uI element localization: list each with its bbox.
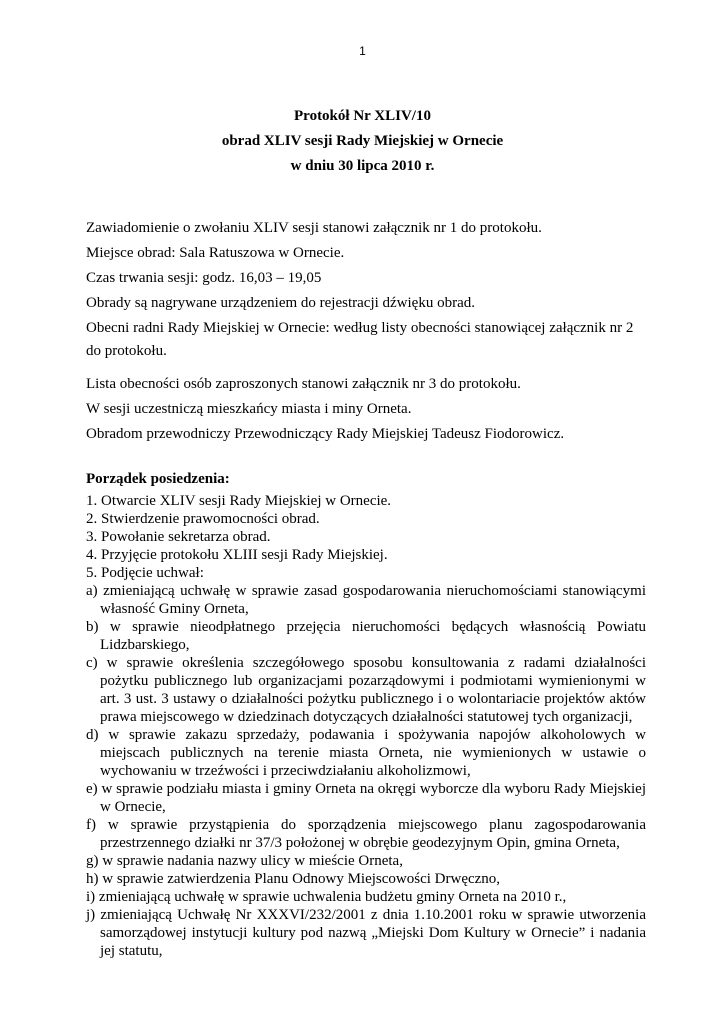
- info-paragraph: Obecni radni Rady Miejskiej w Ornecie: według listy obecności stanowiącej załącznik nr 2 do protokołu.: [86, 320, 634, 359]
- agenda-item: 1. Otwarcie XLIV sesji Rady Miejskiej w Ornecie.: [86, 493, 392, 509]
- session-info: [86, 217, 646, 365]
- info-paragraph: Miejsce obrad: Sala Ratuszowa w Ornecie.: [86, 245, 345, 261]
- resolution-item: d) w sprawie zakazu sprzedaży, podawania i spożywania napojów alkoholowych w miejscach publicznych na terenie miasta Orneta, nie wymienionych w ustawie o wychowaniu w trzeźwości i przeciwdziałaniu alkoholizmowi,: [86, 727, 646, 779]
- agenda-item: 2. Stwierdzenie prawomocności obrad.: [86, 511, 320, 527]
- resolution-item: e) w sprawie podziału miasta i gminy Orneta na okręgi wyborcze dla wyboru Rady Miejskiej w Ornecie,: [86, 781, 646, 815]
- agenda-heading: Porządek posiedzenia:: [86, 471, 230, 487]
- agenda-section: [86, 468, 646, 960]
- title-line-2: obrad XLIV sesji Rady Miejskiej w Ornecie: [221, 133, 504, 149]
- info-paragraph: Czas trwania sesji: godz. 16,03 – 19,05: [86, 270, 322, 286]
- resolution-item: j) zmieniającą Uchwałę Nr XXXVI/232/2001 z dnia 1.10.2001 roku w sprawie utworzenia samorządowej instytucji kultury pod nazwą „Miejski Dom Kultury w Ornecie” i nadania jej statutu,: [86, 907, 646, 959]
- agenda-item: 5. Podjęcie uchwał:: [86, 565, 204, 581]
- resolution-item: c) w sprawie określenia szczegółowego sposobu konsultowania z radami działalności pożytku publicznego lub organizacjami pozarządowymi i podmiotami wymienionymi w art. 3 ust. 3 ustawy o działalności pożytku publicznego i o wolontariacie projektów aktów prawa miejscowego w dziedzinach dotyczących działalności statutowej tych organizacji,: [86, 655, 646, 725]
- agenda-item: 3. Powołanie sekretarza obrad.: [86, 529, 271, 545]
- resolution-item: f) w sprawie przystąpienia do sporządzenia miejscowego planu zagospodarowania przestrzennego działki nr 37/3 położonej w obrębie geodezyjnym Opin, gmina Orneta,: [86, 817, 646, 851]
- resolution-item: i) zmieniającą uchwałę w sprawie uchwalenia budżetu gminy Orneta na 2010 r.,: [86, 889, 567, 905]
- agenda-list: [86, 492, 646, 960]
- title-line-1: Protokół Nr XLIV/10: [294, 108, 431, 124]
- info-paragraph: Lista obecności osób zaproszonych stanowi załącznik nr 3 do protokołu.: [86, 376, 521, 392]
- info-paragraph: Obradom przewodniczy Przewodniczący Rady Miejskiej Tadeusz Fiodorowicz.: [86, 426, 565, 442]
- resolution-item: h) w sprawie zatwierdzenia Planu Odnowy Miejscowości Drwęczno,: [86, 871, 501, 887]
- resolution-item: a) zmieniającą uchwałę w sprawie zasad gospodarowania nieruchomościami stanowiącymi własność Gminy Orneta,: [86, 583, 646, 617]
- info-paragraph: W sesji uczestniczą mieszkańcy miasta i miny Orneta.: [86, 401, 412, 417]
- info-paragraph: Obrady są nagrywane urządzeniem do rejestracji dźwięku obrad.: [86, 295, 475, 311]
- resolution-item: b) w sprawie nieodpłatnego przejęcia nieruchomości będących własnością Powiatu Lidzbarskiego,: [86, 619, 646, 653]
- page-number: 1: [359, 44, 366, 58]
- document-title: [0, 104, 725, 179]
- attendance-info: [86, 373, 646, 448]
- title-line-3: w dniu 30 lipca 2010 r.: [290, 158, 435, 174]
- info-paragraph: Zawiadomienie o zwołaniu XLIV sesji stanowi załącznik nr 1 do protokołu.: [86, 220, 542, 236]
- agenda-item: 4. Przyjęcie protokołu XLIII sesji Rady Miejskiej.: [86, 547, 388, 563]
- resolution-item: g) w sprawie nadania nazwy ulicy w mieście Orneta,: [86, 853, 403, 869]
